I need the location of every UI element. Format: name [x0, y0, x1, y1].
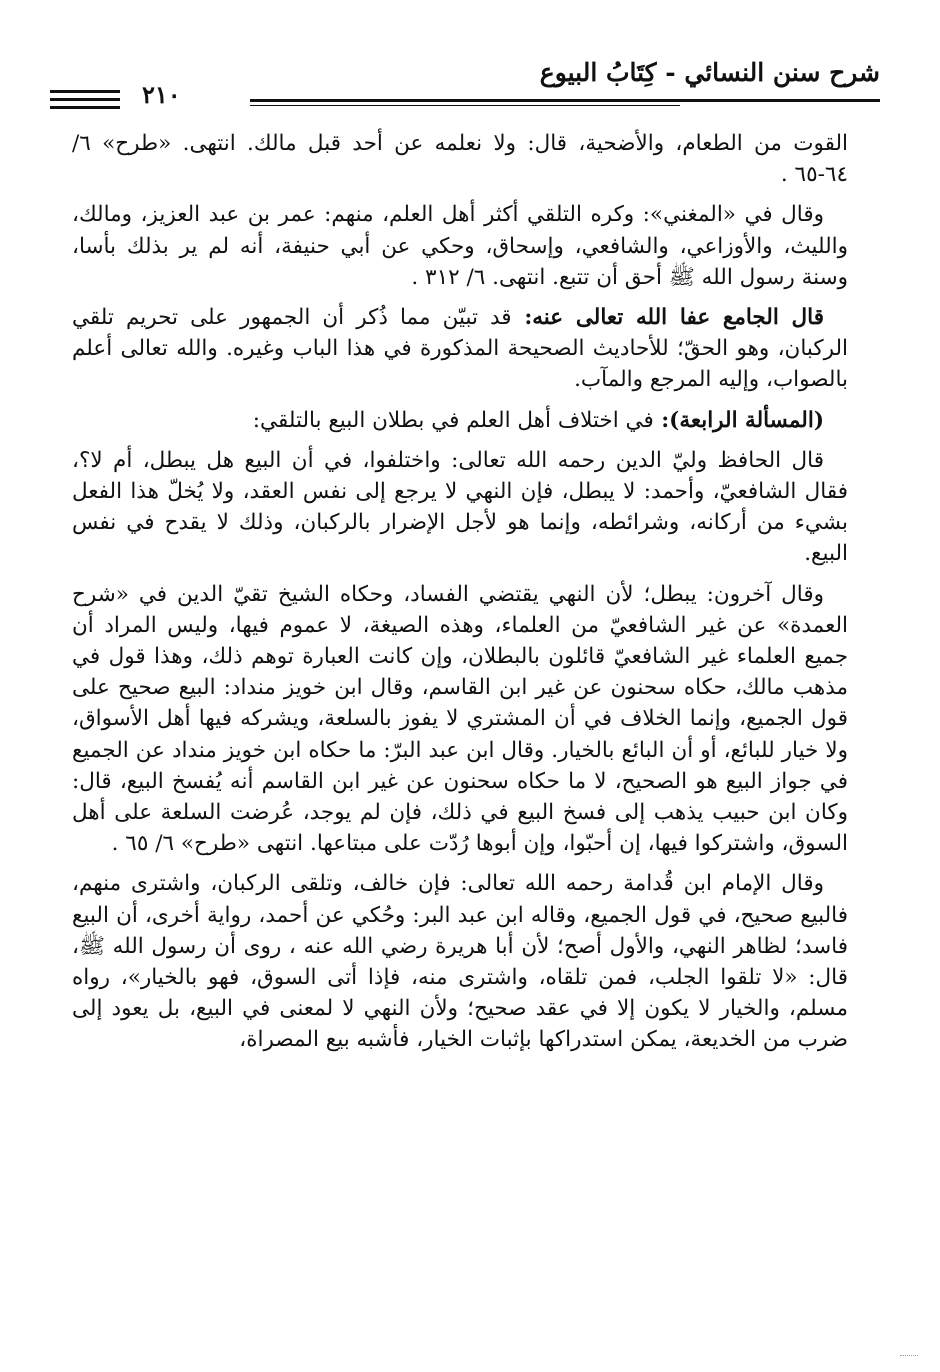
bold-lead-text: (المسألة الرابعة): [653, 407, 824, 433]
page-number: ٢١٠ [136, 80, 187, 109]
ornament-line [50, 90, 120, 93]
paragraph [72, 868, 848, 1055]
paragraph-text: في اختلاف أهل العلم في بطلان البيع بالتلقي: [252, 407, 654, 433]
paragraph-text: وقال الإمام ابن قُدامة رحمه الله تعالى: فإن خالف، وتلقى الركبان، واشترى منهم، فالبيع صحيح، في قول الجميع، وقاله ابن عبد البر: وحُكي عن أحمد، رواية أخرى، أن البيع فاسد؛ لظاهر النهي، والأول أصح؛ لأن أبا هريرة رضي الله عنه ، روى أن رسول الله ﷺ، قال: «لا تلقوا الجلب، فمن تلقاه، واشترى منه، فإذا أتى السوق، فهو بالخيار»، رواه مسلم، والخيار لا يكون إلا في عقد صحيح؛ ولأن النهي لا لمعنى في البيع، بل يعود إلى ضرب من الخديعة، يمكن استدراكها بإثبات الخيار، فأشبه بيع المصراة، [72, 871, 848, 1053]
paragraph [72, 445, 848, 570]
paragraph [72, 579, 848, 860]
ornament-line [50, 98, 120, 101]
paragraph [72, 302, 848, 396]
paragraph [72, 405, 848, 436]
paragraph-text: القوت من الطعام، والأضحية، قال: ولا نعلمه عن أحد قبل مالك. انتهى. «طرح» ٦/ ٦٤-٦٥ . [72, 131, 848, 188]
ornament-line [50, 106, 120, 109]
bold-lead-text: قال الجامع عفا الله تعالى عنه: [511, 305, 825, 331]
paragraph-text: قد تبيّن مما ذُكر أن الجمهور على تحريم تلقي الركبان، وهو الحقّ؛ للأحاديث الصحيحة المذكورة في هذا الباب وغيره. والله تعالى أعلم بالصواب، وإليه المرجع والمآب. [72, 305, 848, 393]
body-text [72, 128, 848, 1065]
corner-mark [900, 1355, 918, 1360]
page-number-box [40, 80, 250, 114]
page-header [40, 58, 880, 114]
paragraph-text: قال الحافظ وليّ الدين رحمه الله تعالى: واختلفوا، في أن البيع هل يبطل، أم لا؟، فقال الشافعيّ، وأحمد: لا يبطل، فإن النهي لا يرجع إلى نفس العقد، ولا يُخلّ هذا الفعل بشيء من أركانه، وشرائطه، وإنما هو لأجل الإضرار بالركبان، وذلك لا يقدح في نفس البيع. [72, 447, 848, 567]
paragraph [72, 199, 848, 293]
paragraph-text: وقال آخرون: يبطل؛ لأن النهي يقتضي الفساد، وحكاه الشيخ تقيّ الدين في «شرح العمدة» عن غير الشافعيّ من العلماء، وهذه الصيغة، لا عموم فيها، وليس المراد أن جميع العلماء غير الشافعيّ قائلون بالبطلان، وإن كانت العبارة توهم ذلك، وهذا قول في مذهب مالك، حكاه سحنون عن غير ابن القاسم، وقال ابن خويز منداد: البيع صحيح على قول الجميع، وإنما الخلاف في أن المشتري لا يفوز بالسلعة، ويشركه فيها أهل الأسواق، ولا خيار للبائع، أو أن البائع بالخيار. وقال ابن عبد البرّ: ما حكاه ابن خويز منداد عن الجميع في جواز البيع هو الصحيح، لا ما حكاه سحنون عن غير ابن القاسم أنه يُفسخ البيع، قال: وكان ابن حبيب يذهب إلى فسخ البيع في ذلك، فإن لم يوجد، عُرضت السلعة على أهل السوق، واشتركوا فيها، إن أحبّوا، وإن أبوها رُدّت على مبتاعها. انتهى «طرح» ٦/ ٦٥ . [72, 581, 848, 857]
paragraph-text: وقال في «المغني»: وكره التلقي أكثر أهل العلم، منهم: عمر بن عبد العزيز، ومالك، والليث، والأوزاعي، والشافعي، وإسحاق، وحكي عن أبي حنيفة، أنه لم ير بذلك بأسا، وسنة رسول الله ﷺ أحق أن تتبع. انتهى. ٦/ ٣١٢ . [72, 202, 848, 290]
paragraph [72, 128, 848, 190]
running-title: شرح سنن النسائي - كِتَابُ البيوع [539, 58, 880, 87]
